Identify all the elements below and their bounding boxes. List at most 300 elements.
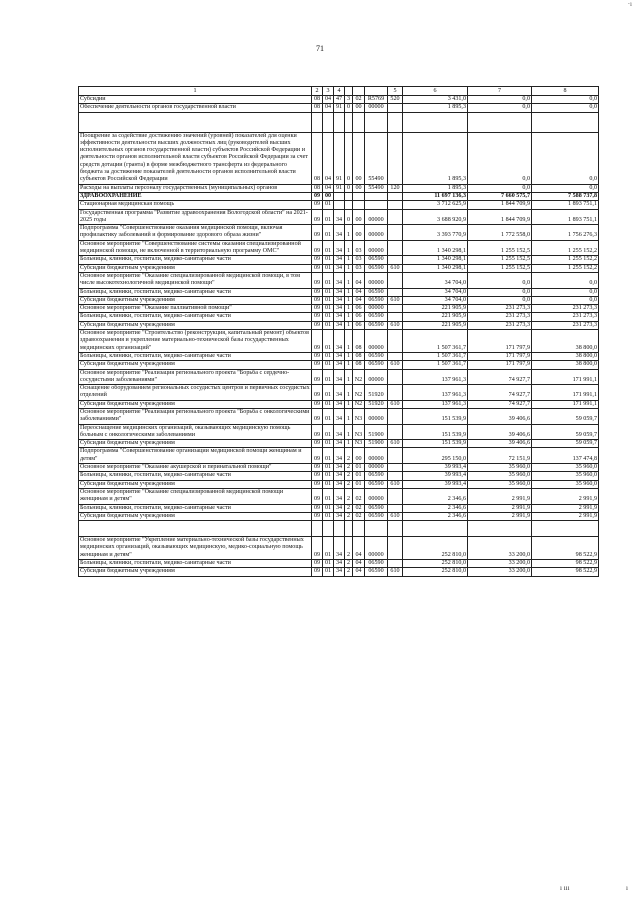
code-cell: 06590 bbox=[365, 560, 388, 568]
code-cell bbox=[388, 352, 403, 360]
code-cell: 0 bbox=[345, 184, 353, 192]
amount-cell: 151 539,9 bbox=[403, 408, 468, 424]
amount-cell: 151 539,9 bbox=[403, 424, 468, 440]
table-row bbox=[79, 201, 599, 209]
amount-cell: 1 340 298,1 bbox=[403, 256, 468, 264]
code-cell: 00000 bbox=[365, 240, 388, 256]
code-cell: 04 bbox=[323, 96, 334, 104]
code-cell: 01 bbox=[323, 369, 334, 385]
amount-cell: 171 797,9 bbox=[468, 330, 532, 353]
amount-cell: 3 393 770,9 bbox=[403, 225, 468, 241]
amount-cell: 35 960,0 bbox=[532, 480, 599, 488]
table-row bbox=[79, 464, 599, 472]
code-cell: 09 bbox=[312, 568, 323, 576]
code-cell: 01 bbox=[323, 537, 334, 560]
code-cell: 01 bbox=[323, 560, 334, 568]
header-cell: 4 bbox=[334, 87, 345, 96]
code-cell: 0 bbox=[345, 104, 353, 112]
code-cell: 09 bbox=[312, 408, 323, 424]
row-name-cell: Основное мероприятие "Реализация регионального проекта "Борьба с сердечно-сосудистыми заболеваниями" bbox=[79, 369, 312, 385]
code-cell bbox=[312, 521, 323, 537]
code-cell: 08 bbox=[353, 361, 365, 369]
code-cell: 09 bbox=[312, 209, 323, 225]
code-cell: 08 bbox=[312, 96, 323, 104]
code-cell bbox=[388, 209, 403, 225]
code-cell bbox=[388, 112, 403, 132]
code-cell bbox=[388, 240, 403, 256]
amount-cell: 252 810,0 bbox=[403, 537, 468, 560]
code-cell: 09 bbox=[312, 330, 323, 353]
amount-cell: 7 660 575,7 bbox=[468, 192, 532, 200]
code-cell: 06590 bbox=[365, 321, 388, 329]
row-name-cell: ЗДРАВООХРАНЕНИЕ bbox=[79, 192, 312, 200]
code-cell: 01 bbox=[323, 385, 334, 401]
amount-cell: 2 346,6 bbox=[403, 488, 468, 504]
code-cell: 610 bbox=[388, 512, 403, 520]
code-cell: 08 bbox=[353, 352, 365, 360]
code-cell: 01 bbox=[323, 305, 334, 313]
code-cell bbox=[388, 369, 403, 385]
amount-cell: 39 993,4 bbox=[403, 464, 468, 472]
amount-cell: 1 507 361,7 bbox=[403, 330, 468, 353]
code-cell: 1 bbox=[345, 330, 353, 353]
amount-cell: 98 522,9 bbox=[532, 537, 599, 560]
code-cell bbox=[345, 192, 353, 200]
code-cell: 2 bbox=[345, 480, 353, 488]
amount-cell: 0,0 bbox=[532, 132, 599, 184]
code-cell: 01 bbox=[323, 480, 334, 488]
code-cell: 00 bbox=[353, 184, 365, 192]
code-cell: 55490 bbox=[365, 184, 388, 192]
code-cell: 1 bbox=[345, 305, 353, 313]
amount-cell: 35 960,0 bbox=[532, 472, 599, 480]
code-cell: 34 bbox=[334, 264, 345, 272]
amount-cell: 74 927,7 bbox=[468, 400, 532, 408]
amount-cell: 34 704,0 bbox=[403, 296, 468, 304]
code-cell: 01 bbox=[353, 480, 365, 488]
code-cell: 00000 bbox=[365, 408, 388, 424]
amount-cell: 33 200,0 bbox=[468, 560, 532, 568]
code-cell: 00 bbox=[323, 192, 334, 200]
code-cell: 00000 bbox=[365, 104, 388, 112]
code-cell: 01 bbox=[323, 464, 334, 472]
code-cell: 1 bbox=[345, 321, 353, 329]
code-cell: 1 bbox=[345, 440, 353, 448]
code-cell: 04 bbox=[353, 296, 365, 304]
amount-cell bbox=[468, 521, 532, 537]
amount-cell: 0,0 bbox=[468, 272, 532, 288]
code-cell: 06590 bbox=[365, 568, 388, 576]
code-cell: 51900 bbox=[365, 424, 388, 440]
amount-cell: 1 895,3 bbox=[403, 184, 468, 192]
header-cell: 5 bbox=[388, 87, 403, 96]
code-cell: 610 bbox=[388, 440, 403, 448]
amount-cell: 171 991,1 bbox=[532, 369, 599, 385]
code-cell: 00000 bbox=[365, 330, 388, 353]
amount-cell: 1 340 298,1 bbox=[403, 264, 468, 272]
code-cell: 09 bbox=[312, 201, 323, 209]
row-name-cell: Расходы на выплаты персоналу государственных (муниципальных) органов bbox=[79, 184, 312, 192]
table-row bbox=[79, 112, 599, 132]
amount-cell: 39 993,4 bbox=[403, 472, 468, 480]
code-cell: 51920 bbox=[365, 385, 388, 401]
code-cell: 00000 bbox=[365, 464, 388, 472]
code-cell: 34 bbox=[334, 537, 345, 560]
code-cell: 01 bbox=[323, 225, 334, 241]
amount-cell: 7 588 737,8 bbox=[532, 192, 599, 200]
code-cell bbox=[365, 521, 388, 537]
code-cell: 01 bbox=[323, 488, 334, 504]
row-name-cell: Подпрограмма "Совершенствование организации медицинской помощи женщинам и детям" bbox=[79, 448, 312, 464]
amount-cell: 3 712 625,9 bbox=[403, 201, 468, 209]
table-row bbox=[79, 288, 599, 296]
code-cell: 06 bbox=[353, 305, 365, 313]
amount-cell: 1 895,3 bbox=[403, 132, 468, 184]
code-cell: 06590 bbox=[365, 361, 388, 369]
row-name-cell: Больницы, клиники, госпитали, медико-санитарные части bbox=[79, 504, 312, 512]
code-cell: 09 bbox=[312, 504, 323, 512]
row-name-cell: Субсидии бюджетным учреждениям bbox=[79, 296, 312, 304]
code-cell bbox=[323, 521, 334, 537]
code-cell: 08 bbox=[312, 104, 323, 112]
table-row bbox=[79, 240, 599, 256]
amount-cell bbox=[532, 521, 599, 537]
code-cell bbox=[388, 192, 403, 200]
code-cell: 34 bbox=[334, 504, 345, 512]
row-name-cell: Больницы, клиники, госпитали, медико-санитарные части bbox=[79, 288, 312, 296]
code-cell: 47 bbox=[334, 96, 345, 104]
code-cell: 34 bbox=[334, 330, 345, 353]
code-cell: 09 bbox=[312, 352, 323, 360]
code-cell: 1 bbox=[345, 313, 353, 321]
code-cell: 34 bbox=[334, 272, 345, 288]
amount-cell: 2 991,9 bbox=[532, 488, 599, 504]
code-cell: 00000 bbox=[365, 305, 388, 313]
code-cell: N3 bbox=[353, 424, 365, 440]
code-cell: 91 bbox=[334, 104, 345, 112]
code-cell: 00000 bbox=[365, 448, 388, 464]
amount-cell: 1 772 558,0 bbox=[468, 225, 532, 241]
code-cell: 34 bbox=[334, 288, 345, 296]
amount-cell: 98 522,9 bbox=[532, 560, 599, 568]
code-cell: 09 bbox=[312, 512, 323, 520]
code-cell: 00000 bbox=[365, 537, 388, 560]
code-cell: 04 bbox=[353, 272, 365, 288]
code-cell: 01 bbox=[323, 424, 334, 440]
code-cell: 06590 bbox=[365, 313, 388, 321]
row-name-cell: Субсидии бюджетным учреждениям bbox=[79, 400, 312, 408]
code-cell: 00000 bbox=[365, 209, 388, 225]
row-name-cell: Субсидии бюджетным учреждениям bbox=[79, 440, 312, 448]
code-cell: 09 bbox=[312, 225, 323, 241]
table-row bbox=[79, 264, 599, 272]
code-cell: 2 bbox=[345, 560, 353, 568]
code-cell: N3 bbox=[353, 408, 365, 424]
amount-cell: 39 406,6 bbox=[468, 408, 532, 424]
code-cell bbox=[353, 192, 365, 200]
code-cell: 34 bbox=[334, 400, 345, 408]
amount-cell: 171 797,9 bbox=[468, 361, 532, 369]
amount-cell: 231 273,3 bbox=[532, 305, 599, 313]
amount-cell: 39 406,6 bbox=[468, 424, 532, 440]
row-name-cell: Больницы, клиники, госпитали, медико-санитарные части bbox=[79, 352, 312, 360]
code-cell bbox=[388, 448, 403, 464]
amount-cell: 1 255 152,2 bbox=[532, 256, 599, 264]
table-row bbox=[79, 400, 599, 408]
amount-cell: 35 960,0 bbox=[468, 472, 532, 480]
amount-cell: 59 059,7 bbox=[532, 424, 599, 440]
code-cell: 00 bbox=[353, 225, 365, 241]
amount-cell: 1 340 298,1 bbox=[403, 240, 468, 256]
row-name-cell: Субсидии бюджетным учреждениям bbox=[79, 361, 312, 369]
code-cell: 09 bbox=[312, 369, 323, 385]
code-cell: 09 bbox=[312, 313, 323, 321]
amount-cell: 1 255 152,2 bbox=[532, 264, 599, 272]
amount-cell: 252 810,0 bbox=[403, 568, 468, 576]
table-row bbox=[79, 225, 599, 241]
amount-cell: 39 993,4 bbox=[403, 480, 468, 488]
code-cell: R5769 bbox=[365, 96, 388, 104]
code-cell bbox=[388, 288, 403, 296]
code-cell: 2 bbox=[345, 504, 353, 512]
amount-cell: 34 704,0 bbox=[403, 272, 468, 288]
code-cell: 09 bbox=[312, 400, 323, 408]
row-name-cell bbox=[79, 521, 312, 537]
code-cell: 00 bbox=[353, 209, 365, 225]
table-row bbox=[79, 256, 599, 264]
code-cell: 610 bbox=[388, 400, 403, 408]
code-cell: 04 bbox=[353, 537, 365, 560]
code-cell: 00000 bbox=[365, 488, 388, 504]
code-cell bbox=[334, 192, 345, 200]
table-row bbox=[79, 424, 599, 440]
code-cell: 01 bbox=[323, 472, 334, 480]
amount-cell: 137 474,8 bbox=[532, 448, 599, 464]
code-cell: 09 bbox=[312, 448, 323, 464]
code-cell: 0 bbox=[345, 209, 353, 225]
code-cell: 01 bbox=[323, 352, 334, 360]
code-cell: 34 bbox=[334, 385, 345, 401]
code-cell bbox=[323, 112, 334, 132]
code-cell: 06590 bbox=[365, 512, 388, 520]
code-cell: 09 bbox=[312, 321, 323, 329]
amount-cell: 1 893 751,1 bbox=[532, 209, 599, 225]
code-cell: 1 bbox=[345, 424, 353, 440]
amount-cell: 1 844 709,9 bbox=[468, 201, 532, 209]
code-cell: 06590 bbox=[365, 264, 388, 272]
table-row bbox=[79, 472, 599, 480]
code-cell: 2 bbox=[345, 488, 353, 504]
amount-cell: 1 756 276,3 bbox=[532, 225, 599, 241]
code-cell: 01 bbox=[323, 296, 334, 304]
code-cell: 2 bbox=[345, 448, 353, 464]
code-cell: 06 bbox=[353, 313, 365, 321]
table-row bbox=[79, 560, 599, 568]
row-name-cell: Субсидии бюджетным учреждениям bbox=[79, 568, 312, 576]
header-cell bbox=[345, 87, 353, 96]
code-cell: 34 bbox=[334, 568, 345, 576]
code-cell bbox=[388, 408, 403, 424]
amount-cell: 1 844 709,9 bbox=[468, 209, 532, 225]
code-cell: 610 bbox=[388, 568, 403, 576]
code-cell bbox=[388, 225, 403, 241]
row-name-cell: Субсидии бюджетным учреждениям bbox=[79, 264, 312, 272]
amount-cell: 1 255 152,5 bbox=[468, 264, 532, 272]
header-cell: 6 bbox=[403, 87, 468, 96]
amount-cell: 0,0 bbox=[532, 104, 599, 112]
code-cell: 09 bbox=[312, 296, 323, 304]
amount-cell: 1 893 751,1 bbox=[532, 201, 599, 209]
amount-cell: 231 273,3 bbox=[532, 321, 599, 329]
amount-cell: 98 522,9 bbox=[532, 568, 599, 576]
code-cell: 01 bbox=[323, 272, 334, 288]
code-cell: 01 bbox=[323, 512, 334, 520]
code-cell bbox=[388, 272, 403, 288]
code-cell: 1 bbox=[345, 272, 353, 288]
amount-cell: 221 905,9 bbox=[403, 305, 468, 313]
code-cell: 34 bbox=[334, 464, 345, 472]
code-cell: 09 bbox=[312, 488, 323, 504]
amount-cell: 0,0 bbox=[532, 96, 599, 104]
amount-cell: 39 406,6 bbox=[468, 440, 532, 448]
amount-cell: 0,0 bbox=[468, 104, 532, 112]
header-row bbox=[79, 87, 599, 96]
code-cell bbox=[388, 537, 403, 560]
row-name-cell: Подпрограмма "Совершенствование оказания медицинской помощи, включая профилактику заболеваний и формирование здорового образа жизни" bbox=[79, 225, 312, 241]
code-cell bbox=[365, 201, 388, 209]
header-cell: 8 bbox=[532, 87, 599, 96]
code-cell: 1 bbox=[345, 240, 353, 256]
code-cell: 01 bbox=[323, 264, 334, 272]
code-cell: 06590 bbox=[365, 296, 388, 304]
code-cell: 01 bbox=[323, 504, 334, 512]
code-cell bbox=[334, 521, 345, 537]
amount-cell: 171 991,1 bbox=[532, 400, 599, 408]
code-cell bbox=[365, 112, 388, 132]
code-cell: 0 bbox=[345, 132, 353, 184]
row-name-cell: Субсидии bbox=[79, 96, 312, 104]
code-cell bbox=[388, 330, 403, 353]
code-cell: 01 bbox=[323, 400, 334, 408]
code-cell: 1 bbox=[345, 385, 353, 401]
row-name-cell: Стационарная медицинская помощь bbox=[79, 201, 312, 209]
header-cell bbox=[365, 87, 388, 96]
code-cell: 34 bbox=[334, 352, 345, 360]
code-cell: 06 bbox=[353, 321, 365, 329]
code-cell bbox=[388, 424, 403, 440]
table-row bbox=[79, 440, 599, 448]
amount-cell: 221 905,9 bbox=[403, 321, 468, 329]
amount-cell: 1 255 152,5 bbox=[468, 240, 532, 256]
code-cell: 01 bbox=[353, 464, 365, 472]
table-row bbox=[79, 132, 599, 184]
row-name-cell: Больницы, клиники, госпитали, медико-санитарные части bbox=[79, 472, 312, 480]
table-row bbox=[79, 504, 599, 512]
code-cell: 34 bbox=[334, 296, 345, 304]
code-cell: 120 bbox=[388, 184, 403, 192]
code-cell bbox=[353, 112, 365, 132]
amount-cell: 2 346,6 bbox=[403, 512, 468, 520]
code-cell: 03 bbox=[353, 264, 365, 272]
table-row bbox=[79, 568, 599, 576]
code-cell bbox=[334, 201, 345, 209]
row-name-cell: Основное мероприятие "Совершенствование системы оказания специализированной медицинской помощи, не включенной в территориальную программу ОМС" bbox=[79, 240, 312, 256]
table-row bbox=[79, 104, 599, 112]
table-row bbox=[79, 209, 599, 225]
code-cell: N2 bbox=[353, 400, 365, 408]
amount-cell: 59 059,7 bbox=[532, 440, 599, 448]
code-cell bbox=[353, 521, 365, 537]
row-name-cell: Больницы, клиники, госпитали, медико-санитарные части bbox=[79, 313, 312, 321]
amount-cell: 0,0 bbox=[468, 132, 532, 184]
code-cell: 34 bbox=[334, 369, 345, 385]
amount-cell: 1 507 361,7 bbox=[403, 352, 468, 360]
code-cell: 00 bbox=[353, 132, 365, 184]
row-name-cell: Больницы, клиники, госпитали, медико-санитарные части bbox=[79, 560, 312, 568]
code-cell: 09 bbox=[312, 537, 323, 560]
code-cell: 04 bbox=[353, 288, 365, 296]
code-cell: 00 bbox=[353, 448, 365, 464]
code-cell: 01 bbox=[323, 361, 334, 369]
code-cell: 01 bbox=[323, 209, 334, 225]
code-cell: 09 bbox=[312, 361, 323, 369]
table-row bbox=[79, 512, 599, 520]
code-cell: 01 bbox=[323, 330, 334, 353]
code-cell: 34 bbox=[334, 361, 345, 369]
code-cell: 09 bbox=[312, 305, 323, 313]
code-cell: 08 bbox=[312, 132, 323, 184]
code-cell: 02 bbox=[353, 512, 365, 520]
code-cell: 520 bbox=[388, 96, 403, 104]
code-cell: 09 bbox=[312, 192, 323, 200]
code-cell: 01 bbox=[323, 440, 334, 448]
amount-cell: 171 991,1 bbox=[532, 385, 599, 401]
amount-cell: 231 273,3 bbox=[532, 313, 599, 321]
code-cell: 09 bbox=[312, 272, 323, 288]
code-cell: 04 bbox=[323, 184, 334, 192]
code-cell: 00000 bbox=[365, 225, 388, 241]
code-cell: 09 bbox=[312, 464, 323, 472]
table-row bbox=[79, 385, 599, 401]
code-cell bbox=[388, 504, 403, 512]
code-cell: 04 bbox=[353, 568, 365, 576]
amount-cell bbox=[468, 112, 532, 132]
code-cell: 06590 bbox=[365, 504, 388, 512]
code-cell: N3 bbox=[353, 440, 365, 448]
row-name-cell: Субсидии бюджетным учреждениям bbox=[79, 480, 312, 488]
code-cell: 34 bbox=[334, 313, 345, 321]
amount-cell: 1 895,3 bbox=[403, 104, 468, 112]
table-row bbox=[79, 369, 599, 385]
budget-table bbox=[78, 86, 599, 577]
code-cell bbox=[345, 521, 353, 537]
top-mark: ·ı bbox=[627, 0, 632, 8]
amount-cell: 137 961,3 bbox=[403, 369, 468, 385]
code-cell: 51920 bbox=[365, 400, 388, 408]
code-cell: 03 bbox=[353, 256, 365, 264]
code-cell: 34 bbox=[334, 424, 345, 440]
amount-cell: 231 273,3 bbox=[468, 321, 532, 329]
amount-cell bbox=[532, 112, 599, 132]
amount-cell: 33 200,0 bbox=[468, 537, 532, 560]
amount-cell: 38 800,0 bbox=[532, 352, 599, 360]
table-row bbox=[79, 321, 599, 329]
code-cell bbox=[388, 256, 403, 264]
code-cell bbox=[388, 313, 403, 321]
table-row bbox=[79, 272, 599, 288]
row-name-cell: Основное мероприятие "Строительство (реконструкция, капитальный ремонт) объектов здравоохранения и укрепление материально-технической базы государственных медицинских организаций" bbox=[79, 330, 312, 353]
code-cell: 2 bbox=[345, 568, 353, 576]
